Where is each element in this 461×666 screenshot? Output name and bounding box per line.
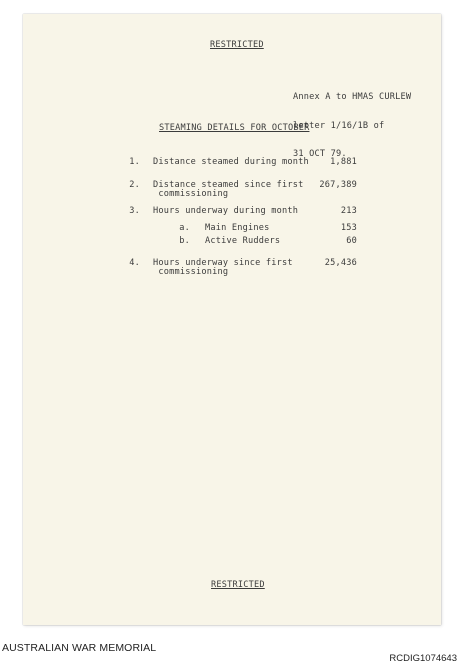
item-number: 4.: [129, 258, 140, 268]
item-label: Hours underway since first: [153, 258, 293, 268]
item-label: Hours underway during month: [153, 206, 299, 216]
sub-item-label: Active Rudders: [205, 236, 281, 246]
item-number: 3.: [129, 206, 140, 216]
sub-item-value: 153: [340, 223, 357, 233]
annex-line: letter 1/16/1B of: [293, 120, 385, 131]
annex-line: Annex A to HMAS CURLEW: [293, 92, 412, 102]
sub-item-label: Main Engines: [205, 223, 270, 233]
item-value: 1,881: [330, 157, 357, 167]
document-page: [23, 14, 441, 625]
archive-name: AUSTRALIAN WAR MEMORIAL: [2, 642, 157, 654]
sub-item-letter: a.: [179, 223, 190, 233]
archive-footer: [0, 638, 461, 666]
item-label: Distance steamed since first: [153, 180, 304, 190]
classification-top: RESTRICTED: [210, 40, 264, 50]
item-value: 267,389: [319, 180, 357, 190]
annex-line: 31 OCT 79.: [293, 149, 347, 159]
classification-bottom: RESTRICTED: [211, 580, 265, 590]
item-number: 1.: [129, 157, 140, 167]
item-number: 2.: [129, 180, 140, 190]
item-label-continued: commissioning: [153, 267, 229, 277]
image-reference: RCDIG1074643: [389, 653, 457, 664]
item-label-continued: commissioning: [153, 189, 229, 199]
item-value: 213: [340, 206, 357, 216]
item-label: Distance steamed during month: [153, 157, 309, 167]
sub-item-letter: b.: [179, 236, 190, 246]
item-value: 25,436: [324, 258, 357, 268]
document-title: STEAMING DETAILS FOR OCTOBER: [159, 123, 310, 133]
document-body: [23, 14, 441, 625]
sub-item-value: 60: [346, 236, 357, 246]
